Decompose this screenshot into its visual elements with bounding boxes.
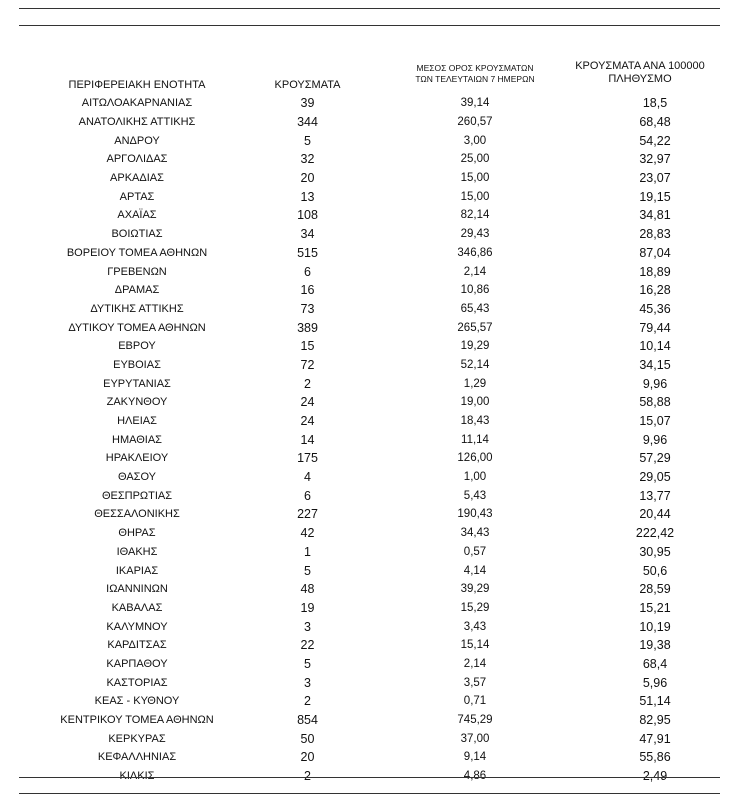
cell-cases: 13 xyxy=(300,189,315,204)
cell-cases: 72 xyxy=(300,357,315,372)
cell-per-100k: 20,44 xyxy=(639,507,671,522)
cell-per-100k: 16,28 xyxy=(639,283,671,298)
cell-7day-average: 1,00 xyxy=(463,471,487,484)
cell-region: ΚΕΝΤΡΙΚΟΥ ΤΟΜΕΑ ΑΘΗΝΩΝ xyxy=(60,714,214,727)
cell-7day-average: 15,14 xyxy=(460,639,490,652)
cell-per-100k: 28,59 xyxy=(639,582,671,597)
table-row xyxy=(19,543,720,562)
cell-7day-average: 9,14 xyxy=(463,751,487,764)
cell-region: ΑΡΚΑΔΙΑΣ xyxy=(110,172,164,185)
table-row xyxy=(19,748,720,767)
cell-7day-average: 15,29 xyxy=(460,601,490,614)
cell-7day-average: 190,43 xyxy=(457,508,493,521)
cell-region: ΔΥΤΙΚΗΣ ΑΤΤΙΚΗΣ xyxy=(90,302,184,315)
bottom-rule xyxy=(19,777,720,778)
cell-region: ΘΕΣΠΡΩΤΙΑΣ xyxy=(101,489,173,502)
cell-region: ΗΛΕΙΑΣ xyxy=(117,415,157,428)
cell-cases: 6 xyxy=(304,264,311,279)
table-row xyxy=(19,337,720,356)
cell-7day-average: 15,00 xyxy=(460,172,490,185)
cell-per-100k: 51,14 xyxy=(639,694,671,709)
table-row xyxy=(19,524,720,543)
cell-per-100k: 2,49 xyxy=(642,769,668,784)
cell-region: ΑΡΤΑΣ xyxy=(119,190,155,203)
cell-7day-average: 0,57 xyxy=(463,545,487,558)
cell-per-100k: 15,07 xyxy=(639,414,671,429)
header-7day-average xyxy=(380,63,570,85)
cell-region: ΘΕΣΣΑΛΟΝΙΚΗΣ xyxy=(94,508,180,521)
cell-7day-average: 126,00 xyxy=(457,452,493,465)
cell-cases: 6 xyxy=(304,488,311,503)
table-row xyxy=(19,729,720,748)
cell-7day-average: 260,57 xyxy=(457,116,493,129)
top-rule xyxy=(19,8,720,9)
cell-cases: 50 xyxy=(300,731,315,746)
cell-per-100k: 68,48 xyxy=(639,115,671,130)
cell-cases: 24 xyxy=(300,414,315,429)
cell-cases: 5 xyxy=(304,563,311,578)
cell-7day-average: 34,43 xyxy=(460,527,490,540)
table-row xyxy=(19,244,720,263)
cell-per-100k: 30,95 xyxy=(639,544,671,559)
cell-cases: 2 xyxy=(304,694,311,709)
cell-cases: 14 xyxy=(300,432,315,447)
cell-per-100k: 34,15 xyxy=(639,357,671,372)
table-row xyxy=(19,673,720,692)
cell-7day-average: 65,43 xyxy=(460,302,490,315)
cell-7day-average: 29,43 xyxy=(460,228,490,241)
table-row xyxy=(19,692,720,711)
cell-region: ΚΕΦΑΛΛΗΝΙΑΣ xyxy=(97,751,177,764)
table-row xyxy=(19,430,720,449)
cell-cases: 22 xyxy=(300,638,315,653)
data-table xyxy=(19,94,720,785)
cell-7day-average: 745,29 xyxy=(457,714,493,727)
cell-region: ΚΕΑΣ - ΚΥΘΝΟΥ xyxy=(94,695,180,708)
cell-region: ΑΧΑΪΑΣ xyxy=(117,209,157,222)
cell-region: ΕΒΡΟΥ xyxy=(118,340,156,353)
cell-cases: 175 xyxy=(297,451,318,466)
header-7day-average-line1: ΜΕΣΟΣ ΟΡΟΣ ΚΡΟΥΣΜΑΤΩΝ xyxy=(416,63,534,73)
cell-7day-average: 3,57 xyxy=(463,676,487,689)
cell-per-100k: 15,21 xyxy=(639,600,671,615)
table-row xyxy=(19,300,720,319)
cell-region: ΒΟΡΕΙΟΥ ΤΟΜΕΑ ΑΘΗΝΩΝ xyxy=(66,246,208,259)
table-row xyxy=(19,636,720,655)
cell-region: ΚΑΡΠΑΘΟΥ xyxy=(106,657,168,670)
cell-per-100k: 23,07 xyxy=(639,171,671,186)
table-row xyxy=(19,580,720,599)
cell-per-100k: 29,05 xyxy=(639,470,671,485)
table-row xyxy=(19,561,720,580)
cell-cases: 5 xyxy=(304,133,311,148)
cell-7day-average: 15,00 xyxy=(460,190,490,203)
cell-region: ΔΥΤΙΚΟΥ ΤΟΜΕΑ ΑΘΗΝΩΝ xyxy=(68,321,206,334)
cell-cases: 3 xyxy=(304,675,311,690)
cell-cases: 32 xyxy=(300,152,315,167)
cell-region: ΘΗΡΑΣ xyxy=(118,527,156,540)
header-cases-per-100k xyxy=(560,60,720,86)
cell-per-100k: 19,15 xyxy=(639,189,671,204)
cell-cases: 1 xyxy=(304,544,311,559)
cell-per-100k: 79,44 xyxy=(639,320,671,335)
table-row xyxy=(19,617,720,636)
table-row xyxy=(19,393,720,412)
cell-region: ΕΥΒΟΙΑΣ xyxy=(113,358,161,371)
cell-cases: 108 xyxy=(297,208,318,223)
cell-7day-average: 0,71 xyxy=(463,695,487,708)
cell-cases: 73 xyxy=(300,301,315,316)
cell-cases: 19 xyxy=(300,600,315,615)
table-row xyxy=(19,131,720,150)
cell-cases: 34 xyxy=(300,227,315,242)
cell-7day-average: 39,29 xyxy=(460,583,490,596)
cell-region: ΑΝΑΤΟΛΙΚΗΣ ΑΤΤΙΚΗΣ xyxy=(78,116,196,129)
cell-per-100k: 19,38 xyxy=(639,638,671,653)
cell-per-100k: 10,19 xyxy=(639,619,671,634)
header-cases-per-100k-line2: ΠΛΗΘΥΣΜΟ xyxy=(608,73,672,85)
cell-per-100k: 34,81 xyxy=(639,208,671,223)
cell-7day-average: 5,43 xyxy=(463,489,487,502)
cell-per-100k: 57,29 xyxy=(639,451,671,466)
table-row xyxy=(19,505,720,524)
cell-region: ΕΥΡΥΤΑΝΙΑΣ xyxy=(103,377,171,390)
cell-region: ΚΑΒΑΛΑΣ xyxy=(111,601,163,614)
table-row xyxy=(19,468,720,487)
cell-per-100k: 55,86 xyxy=(639,750,671,765)
cell-per-100k: 54,22 xyxy=(639,133,671,148)
cell-region: ΚΑΛΥΜΝΟΥ xyxy=(106,620,168,633)
header-7day-average-line2: ΤΩΝ ΤΕΛΕΥΤΑΙΩΝ 7 ΗΜΕΡΩΝ xyxy=(415,74,535,84)
table-row xyxy=(19,486,720,505)
cell-per-100k: 28,83 xyxy=(639,227,671,242)
cell-per-100k: 222,42 xyxy=(635,526,675,541)
cell-region: ΑΝΔΡΟΥ xyxy=(114,134,160,147)
cell-per-100k: 9,96 xyxy=(642,376,668,391)
cell-per-100k: 18,5 xyxy=(642,96,668,111)
cell-region: ΑΙΤΩΛΟΑΚΑΡΝΑΝΙΑΣ xyxy=(81,97,193,110)
table-row xyxy=(19,94,720,113)
cell-7day-average: 11,14 xyxy=(461,433,489,446)
table-row xyxy=(19,449,720,468)
table-row xyxy=(19,150,720,169)
cell-per-100k: 32,97 xyxy=(639,152,671,167)
cell-per-100k: 47,91 xyxy=(639,731,671,746)
cell-7day-average: 4,86 xyxy=(463,770,487,783)
cell-7day-average: 19,29 xyxy=(460,340,490,353)
table-row xyxy=(19,711,720,730)
header-rule xyxy=(19,25,720,26)
table-row xyxy=(19,206,720,225)
end-rule xyxy=(19,793,720,794)
table-row xyxy=(19,262,720,281)
cell-region: ΗΜΑΘΙΑΣ xyxy=(112,433,162,446)
cell-cases: 344 xyxy=(297,115,318,130)
header-cases-per-100k-line1: ΚΡΟΥΣΜΑΤΑ ΑΝΑ 100000 xyxy=(575,60,705,72)
cell-7day-average: 346,86 xyxy=(457,246,493,259)
cell-cases: 515 xyxy=(297,245,318,260)
cell-7day-average: 1,29 xyxy=(463,377,487,390)
cell-per-100k: 5,96 xyxy=(642,675,668,690)
cell-cases: 227 xyxy=(297,507,318,522)
cell-cases: 5 xyxy=(304,656,311,671)
table-row xyxy=(19,225,720,244)
cell-7day-average: 4,14 xyxy=(463,564,487,577)
cell-region: ΚΑΡΔΙΤΣΑΣ xyxy=(107,639,167,652)
cell-7day-average: 265,57 xyxy=(457,321,493,334)
cell-per-100k: 13,77 xyxy=(639,488,671,503)
cell-region: ΑΡΓΟΛΙΔΑΣ xyxy=(106,153,168,166)
cell-7day-average: 39,14 xyxy=(460,97,490,110)
cell-region: ΚΙΛΚΙΣ xyxy=(119,770,155,783)
cell-7day-average: 25,00 xyxy=(460,153,490,166)
cell-cases: 2 xyxy=(304,769,311,784)
table-row xyxy=(19,281,720,300)
cell-7day-average: 19,00 xyxy=(460,396,490,409)
cell-7day-average: 52,14 xyxy=(460,358,490,371)
cell-cases: 2 xyxy=(304,376,311,391)
table-row xyxy=(19,655,720,674)
table-row xyxy=(19,113,720,132)
cell-7day-average: 18,43 xyxy=(460,415,490,428)
cell-region: ΓΡΕΒΕΝΩΝ xyxy=(107,265,167,278)
cell-7day-average: 3,00 xyxy=(463,134,487,147)
cell-7day-average: 82,14 xyxy=(460,209,490,222)
cell-region: ΚΕΡΚΥΡΑΣ xyxy=(108,732,166,745)
cell-cases: 15 xyxy=(300,339,315,354)
cell-per-100k: 45,36 xyxy=(639,301,671,316)
table-row xyxy=(19,169,720,188)
cell-cases: 48 xyxy=(300,582,315,597)
cell-per-100k: 87,04 xyxy=(639,245,671,260)
cell-cases: 389 xyxy=(297,320,318,335)
cell-per-100k: 68,4 xyxy=(642,656,668,671)
table-row xyxy=(19,318,720,337)
cell-7day-average: 10,86 xyxy=(460,284,490,297)
cell-per-100k: 58,88 xyxy=(639,395,671,410)
cell-per-100k: 50,6 xyxy=(642,563,668,578)
cell-region: ΒΟΙΩΤΙΑΣ xyxy=(111,228,163,241)
header-cases: ΚΡΟΥΣΜΑΤΑ xyxy=(274,79,341,91)
cell-per-100k: 82,95 xyxy=(639,713,671,728)
table-row xyxy=(19,374,720,393)
cell-region: ΚΑΣΤΟΡΙΑΣ xyxy=(106,676,168,689)
cell-per-100k: 10,14 xyxy=(639,339,671,354)
cell-region: ΖΑΚΥΝΘΟΥ xyxy=(106,396,168,409)
cell-region: ΙΚΑΡΙΑΣ xyxy=(115,564,159,577)
cell-cases: 24 xyxy=(300,395,315,410)
cell-cases: 20 xyxy=(300,171,315,186)
table-row xyxy=(19,187,720,206)
cell-region: ΔΡΑΜΑΣ xyxy=(114,284,160,297)
cell-cases: 16 xyxy=(300,283,315,298)
cell-cases: 20 xyxy=(300,750,315,765)
table-row xyxy=(19,599,720,618)
cell-7day-average: 2,14 xyxy=(463,657,487,670)
table-row xyxy=(19,412,720,431)
cell-per-100k: 18,89 xyxy=(639,264,671,279)
cell-cases: 39 xyxy=(300,96,315,111)
cell-7day-average: 37,00 xyxy=(460,732,490,745)
cell-cases: 4 xyxy=(304,470,311,485)
cell-per-100k: 9,96 xyxy=(642,432,668,447)
cell-7day-average: 2,14 xyxy=(463,265,487,278)
cell-region: ΘΑΣΟΥ xyxy=(117,471,157,484)
header-region: ΠΕΡΙΦΕΡΕΙΑΚΗ ΕΝΟΤΗΤΑ xyxy=(68,79,206,91)
cell-cases: 42 xyxy=(300,526,315,541)
cell-cases: 854 xyxy=(297,713,318,728)
cell-cases: 3 xyxy=(304,619,311,634)
table-row xyxy=(19,356,720,375)
cell-7day-average: 3,43 xyxy=(463,620,487,633)
cell-region: ΙΩΑΝΝΙΝΩΝ xyxy=(106,583,168,596)
cell-region: ΗΡΑΚΛΕΙΟΥ xyxy=(105,452,169,465)
cell-region: ΙΘΑΚΗΣ xyxy=(116,545,158,558)
